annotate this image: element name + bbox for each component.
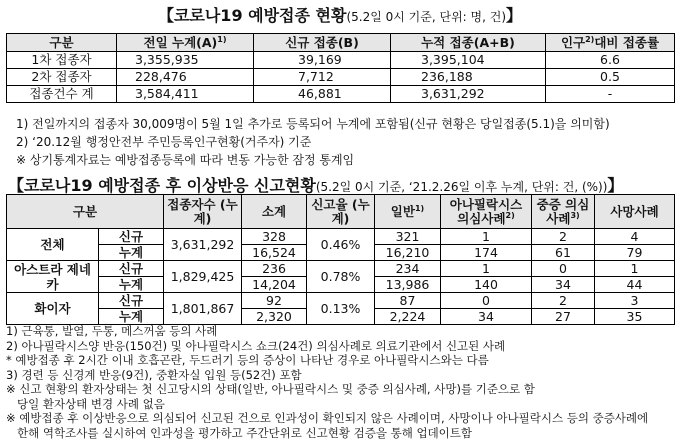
note-line: 2) 아나필락시스양 반응(150건) 및 아나필락시스 쇼크(24건) 의심사례로 의료기관에서 신고된 사례 — [6, 338, 506, 353]
table-row: 1차 접종자 3,355,935 39,169 3,395,104 6.6 — [7, 52, 675, 69]
col-header-vaccinated: 접종자수 (누계) — [164, 195, 242, 229]
note-line: 2) ‘20.12월 행정안전부 주민등록인구현황(거주자) 기준 — [16, 135, 312, 149]
group-name: 화이자 — [7, 293, 99, 325]
col-header-general: 일반$^{1)}$ — [375, 195, 441, 229]
table-row: 아스트라 제네카 신규 1,829,425 236 0.78% 234 1 0 1 — [7, 261, 675, 277]
table-header-row — [7, 195, 675, 229]
note-line: 3) 경련 등 신경계 반응(9건), 중환자실 입원 등(52건) 포함 — [6, 367, 302, 382]
table-header-row — [7, 34, 675, 52]
col-header-new: 신규 접종(B) — [254, 34, 391, 52]
table-row: 전체 신규 3,631,292 328 0.46% 321 1 2 4 — [7, 229, 675, 245]
table-row: 누계 14,204 13,986 140 34 44 — [7, 277, 675, 293]
table-row: 누계 2,320 2,224 34 27 35 — [7, 309, 675, 325]
note-line: ※ 상기통계자료는 예방접종등록에 따라 변동 가능한 잠정 통계임 — [16, 153, 355, 167]
table-row: 2차 접종자 228,476 7,712 236,188 0.5 — [7, 69, 675, 86]
note-line: ※ 예방접종 후 이상반응으로 의심되어 신고된 건으로 인과성이 확인되지 않은 사례이며, 사망이나 아나필락시스 등의 중증사례에 — [6, 411, 649, 425]
col-header-anaphylaxis: 아나필락시스 의심사례$^{2)}$ — [441, 195, 532, 229]
col-header-category: 구분 — [7, 34, 117, 52]
adverse-events-table — [6, 194, 675, 325]
note-line: * 예방접종 후 2시간 이내 호흡곤란, 두드러기 등의 증상이 나타난 경우로 아나필락시스와는 다름 — [6, 353, 489, 367]
note-line: 한해 역학조사를 실시하여 인과성을 평가하고 주간단위로 신고현황 검증을 통해 업데이트함 — [6, 425, 473, 440]
notes-adverse-events — [6, 324, 648, 440]
col-header-death: 사망사례 — [595, 195, 675, 229]
col-header-category: 구분 — [7, 195, 164, 229]
table-row: 누계 16,524 16,210 174 61 79 — [7, 245, 675, 261]
adverse-events-title: 【코로나19 예방접종 후 이상반응 신고현황(5.2일 0시 기준, ‘21.2.26일 이후 누계, 단위: 건, (%))】 — [8, 176, 624, 195]
col-header-report-rate: 신고율 (누계) — [307, 195, 375, 229]
table-row: 화이자 신규 1,801,867 92 0.13% 87 0 2 3 — [7, 293, 675, 309]
note-line: 1) 근육통, 발열, 두통, 메스꺼움 등의 사례 — [6, 324, 218, 338]
vaccination-status-title: 【코로나19 예방접종 현황(5.2일 0시 기준, 단위: 명, 건)】 — [157, 6, 523, 25]
col-header-cumulative: 누적 접종(A+B) — [391, 34, 546, 52]
table-row-total: 접종건수 계 3,584,411 46,881 3,631,292 - — [7, 86, 675, 103]
notes-vaccination — [16, 117, 610, 167]
vaccination-status-table — [6, 33, 675, 103]
col-header-prev-cum: 전일 누계$(A)^{1)}$ — [117, 34, 254, 52]
group-name: 아스트라 제네카 — [7, 261, 99, 293]
col-header-rate: 인구$^{2)}$대비 접종률 — [546, 34, 675, 52]
note-line: 1) 전일까지의 접종자 30,009명이 5월 1일 추가로 등록되어 누계에 포함됨(신규 현황은 당일접종(5.1)을 의미함) — [16, 117, 610, 131]
col-header-severe: 중증 의심사례$^{3)}$ — [532, 195, 595, 229]
col-header-subtotal: 소계 — [242, 195, 307, 229]
group-name: 전체 — [7, 229, 99, 261]
note-line: ※ 신고 현황의 환자상태는 첫 신고당시의 상태(일반, 아나필락시스 및 중증 의심사례, 사망)를 기준으로 함 — [6, 382, 535, 396]
note-line: 당일 환자상태 변경 사례 없음 — [6, 396, 165, 411]
